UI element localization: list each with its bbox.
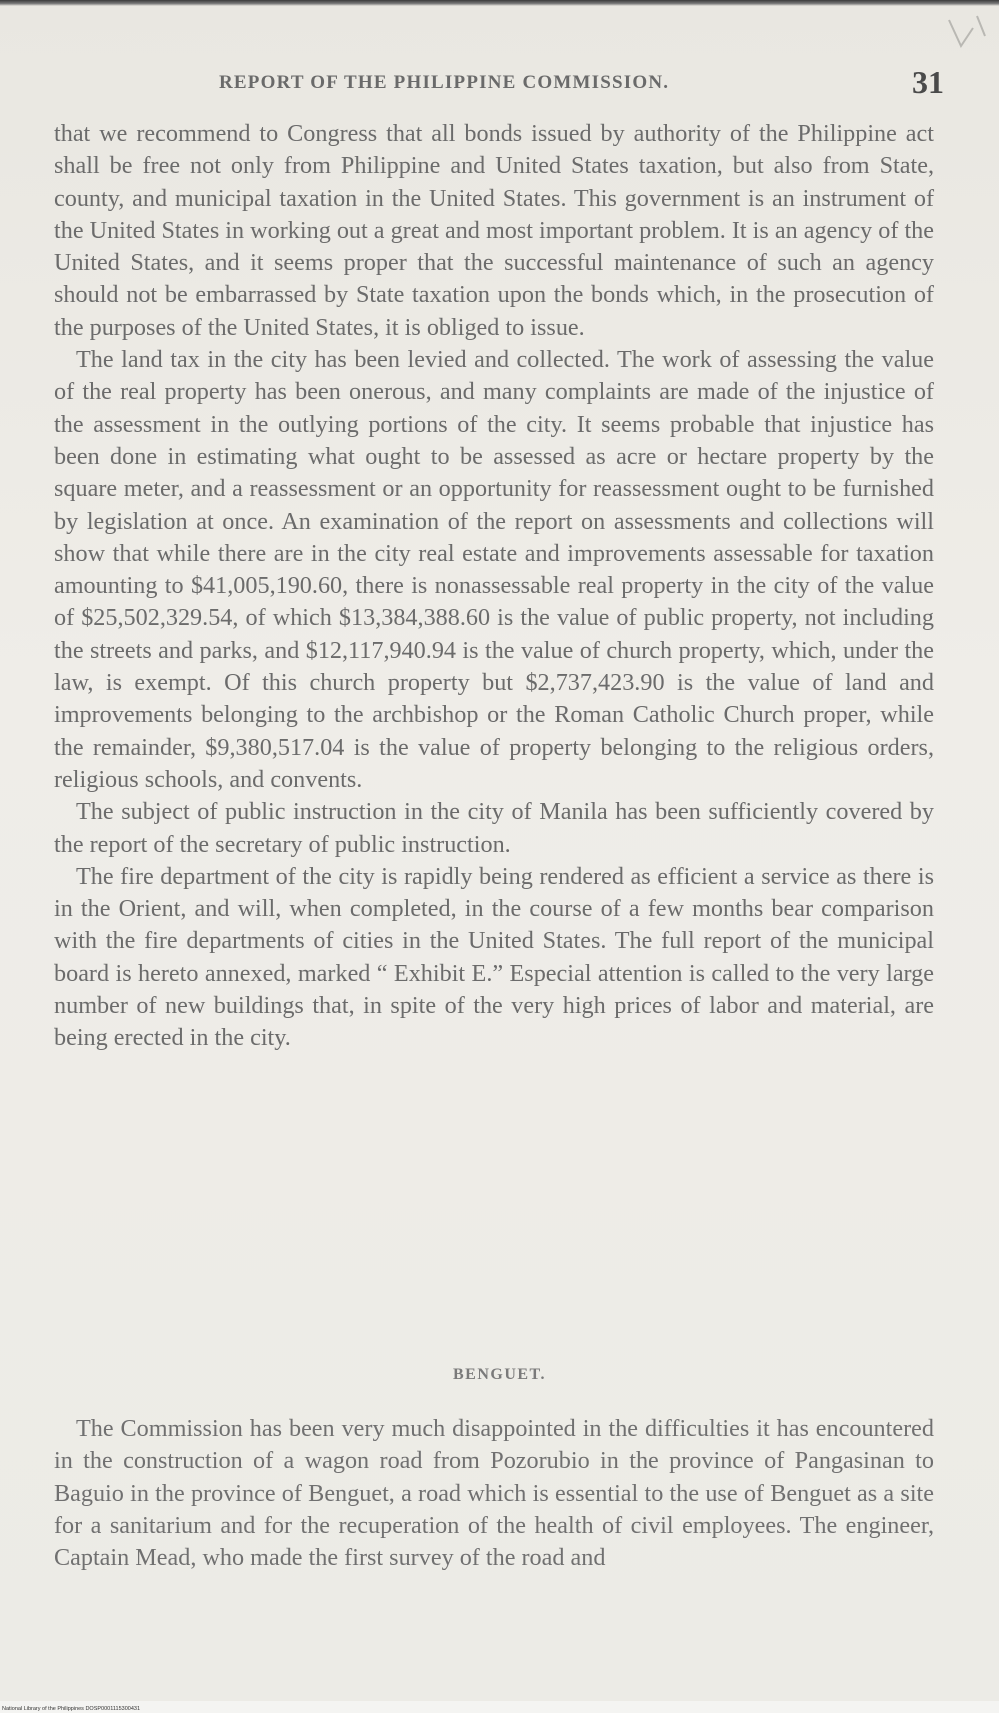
page-number: 31	[912, 64, 944, 100]
page-top-edge	[0, 0, 999, 6]
paragraph: The subject of public instruction in the city of Manila has been sufficiently covered by the report of the secretary of public instruction.	[54, 798, 934, 858]
section-body-text	[54, 1413, 934, 1574]
paragraph: The Commission has been very much disappointed in the difficulties it has encountered in the construction of a wagon road from Pozorubio in the province of Pangasinan to Baguio in the province of Benguet, a road which is essential to the use of Benguet as a site for a sanitarium and for the recuperation of the health of civil employees. The engineer, Captain Mead, who made the first survey of the road and	[54, 1415, 934, 1572]
paragraph: that we recommend to Congress that all bonds issued by authority of the Philippine act shall be free not only from Philippine and United States taxation, but also from State, county, and municipal taxation in the United States. This government is an instrument of the United States in working out a great and most important problem. It is an agency of the United States, and it seems proper that the successful maintenance of such an agency should not be embarrassed by State taxation upon the bonds which, in the prosecution of the purposes of the United States, it is obliged to issue.	[54, 120, 934, 341]
paragraph: The fire department of the city is rapidly being rendered as efficient a service as there is in the Orient, and will, when completed, in the course of a few months bear comparison with the fire departments of cities in the United States. The full report of the municipal board is hereto annexed, marked “ Exhibit E.” Especial attention is called to the very large number of new buildings that, in spite of the very high prices of labor and material, are being erected in the city.	[54, 862, 934, 1052]
paragraph: The land tax in the city has been levied and collected. The work of assessing the value of the real property has been onerous, and many complaints are made of the injustice of the assessment in the outlying portions of the city. It seems probable that injustice has been done in estimating what ought to be assessed as acre or hectare property by the square meter, and a reassessment or an opportunity for reassessment ought to be furnished by legislation at once. An examination of the report on assessments and collections will show that while there are in the city real estate and improvements assessable for taxation amounting to $41,005,190.60, there is nonassessable real property in the city of the value of $25,502,329.54, of which $13,384,388.60 is the value of public property, not including the streets and parks, and $12,117,940.94 is the value of church property, which, under the law, is exempt. Of this church property but $2,737,423.90 is the value of land and improvements belonging to the archbishop or the Roman Catholic Church proper, while the remainder, $9,380,517.04 is the value of property belonging to the religious orders, religious schools, and convents.	[54, 346, 934, 793]
body-text	[54, 118, 934, 1055]
page-header	[54, 64, 944, 104]
footer-credit: National Library of the Philippines DOSP0001115300431	[2, 1706, 140, 1712]
running-title: REPORT OF THE PHILIPPINE COMMISSION.	[219, 72, 670, 93]
section-heading: BENGUET.	[452, 1366, 547, 1383]
footer-strip	[0, 1701, 999, 1713]
